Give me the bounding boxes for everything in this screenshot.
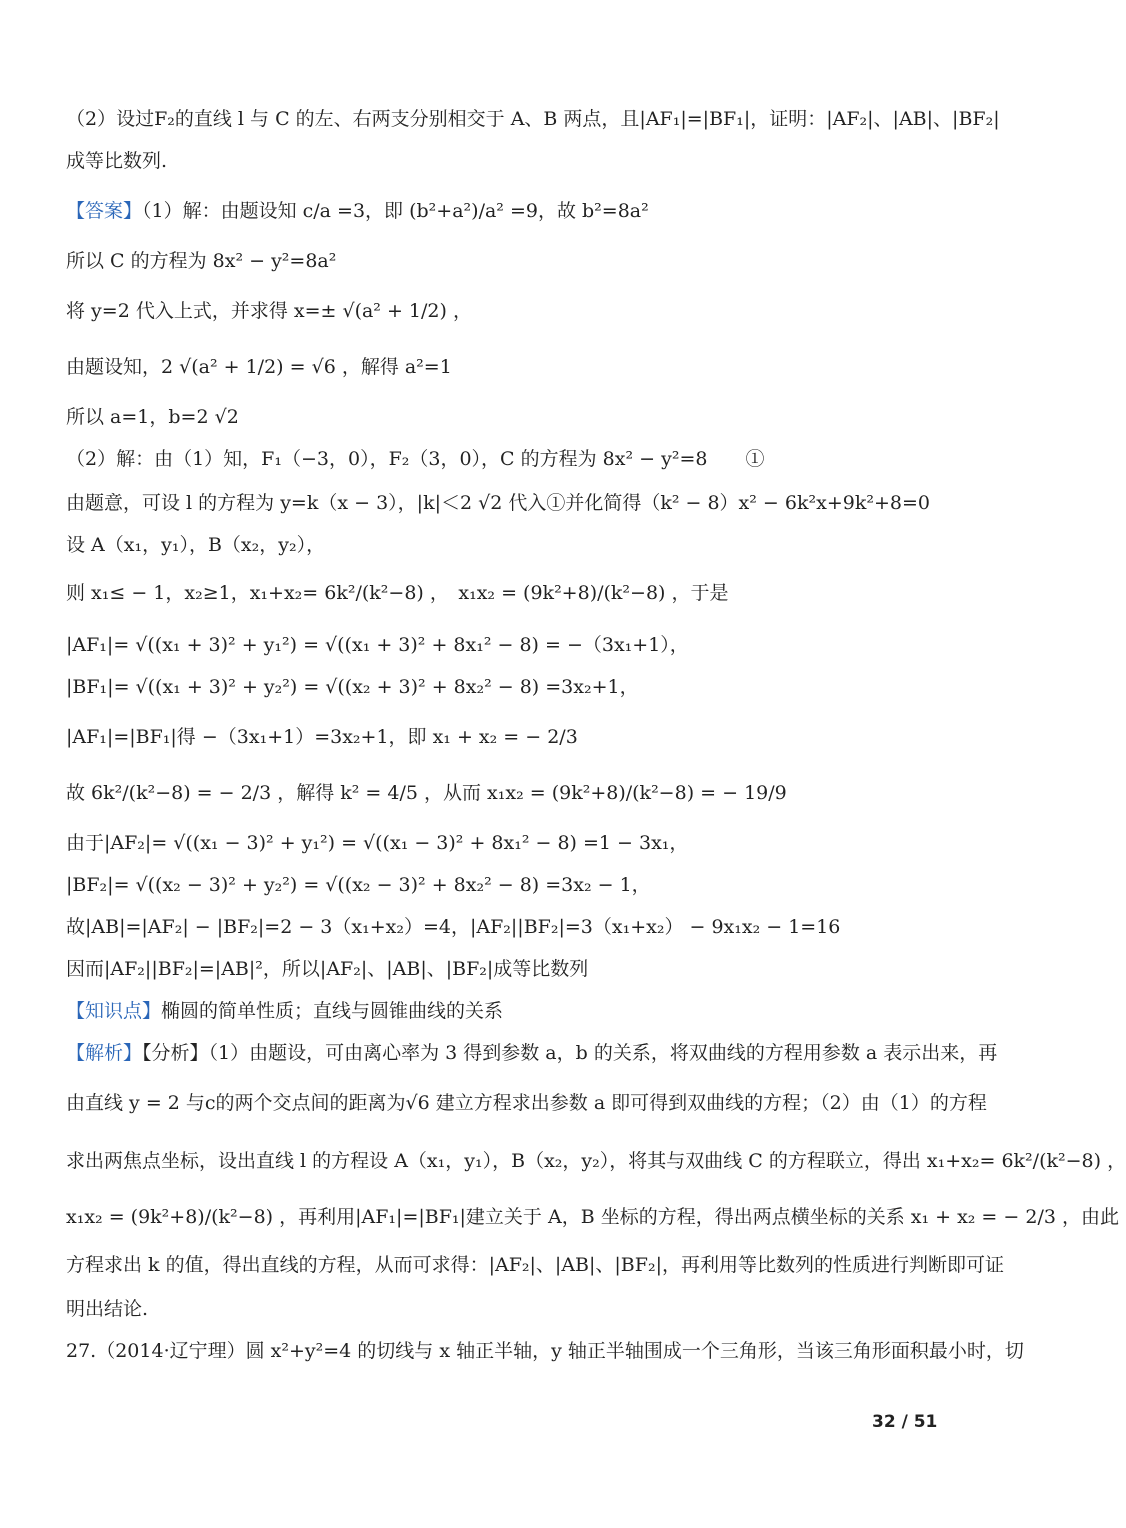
line-text: 所以 C 的方程为 8x² − y²=8a² [66, 250, 337, 272]
line-text: 由直线 y = 2 与c的两个交点间的距离为√6 建立方程求出参数 a 即可得到双曲线的方程；（2）由（1）的方程 [66, 1092, 987, 1114]
line-text: 成等比数列. [66, 150, 168, 172]
line-text: 设 A（x₁，y₁），B（x₂，y₂）， [66, 534, 326, 556]
text-line [66, 830, 1016, 856]
line-text: 由题意，可设 l 的方程为 y=k（x − 3），|k|＜2 √2 代入①并化简得（k² − 8）x² − 6k²x+9k²+8=0 [66, 492, 930, 514]
line-text: 则 x₁≤ − 1，x₂≥1，x₁+x₂= 6k²/(k²−8) ， x₁x₂ = (9k²+8)/(k²−8) ，于是 [66, 582, 729, 604]
line-text: 27.（2014·辽宁理）圆 x²+y²=4 的切线与 x 轴正半轴，y 轴正半轴围成一个三角形，当该三角形面积最小时，切 [66, 1340, 1024, 1362]
line-text: 将 y=2 代入上式，并求得 x=± √(a² + 1/2) ， [66, 300, 472, 322]
text-line [66, 724, 1016, 750]
line-text: 椭圆的简单性质；直线与圆锥曲线的关系 [161, 1000, 504, 1022]
line-text: （2）设过F₂的直线 l 与 C 的左、右两支分别相交于 A、B 两点，且|AF₁|=|BF₁|，证明：|AF₂|、|AB|、|BF₂| [66, 108, 1000, 130]
line-text: 故 6k²/(k²−8) = − 2/3 ，解得 k² = 4/5 ，从而 x₁x₂ = (9k²+8)/(k²−8) = − 19/9 [66, 782, 787, 804]
line-text: （2）解：由（1）知，F₁（−3，0），F₂（3，0），C 的方程为 8x² − y²=8 ① [66, 448, 765, 470]
line-text: 【分析】（1）由题设，可由离心率为 3 得到参数 a，b 的关系，将双曲线的方程用参数 a 表示出来，再 [142, 1042, 998, 1064]
line-text: x₁x₂ = (9k²+8)/(k²−8) ，再利用|AF₁|=|BF₁|建立关于 A，B 坐标的方程，得出两点横坐标的关系 x₁ + x₂ = − 2/3 ，由此 [66, 1206, 1119, 1228]
section-tag: 【答案】 [66, 200, 143, 222]
line-text: |BF₂|= √((x₂ − 3)² + y₂²) = √((x₂ − 3)² + 8x₂² − 8) =3x₂ − 1， [66, 874, 651, 896]
text-line [66, 298, 1016, 324]
text-line [66, 1296, 1016, 1322]
text-line [66, 674, 1016, 700]
line-text: |BF₁|= √((x₁ + 3)² + y₂²) = √((x₂ + 3)² + 8x₂² − 8) =3x₂+1， [66, 676, 639, 698]
text-line [66, 354, 1016, 380]
text-line [66, 780, 1016, 806]
text-line [66, 404, 1016, 430]
line-text: 所以 a=1，b=2 √2 [66, 406, 239, 428]
line-text: 由于|AF₂|= √((x₁ − 3)² + y₁²) = √((x₁ − 3)² + 8x₁² − 8) =1 − 3x₁， [66, 832, 689, 854]
text-line [66, 1040, 1016, 1066]
text-line [66, 1090, 1016, 1116]
line-text: |AF₁|=|BF₁|得 −（3x₁+1）=3x₂+1，即 x₁ + x₂ = − 2/3 [66, 726, 578, 748]
text-line [66, 248, 1016, 274]
text-line [66, 532, 1016, 558]
line-text: 由题设知，2 √(a² + 1/2) = √6 ，解得 a²=1 [66, 356, 452, 378]
text-line [66, 490, 1016, 516]
text-line [66, 632, 1016, 658]
text-line [66, 446, 1016, 472]
text-line [66, 580, 1016, 606]
text-line [66, 1204, 1119, 1230]
text-line [66, 956, 1016, 982]
line-text: 故|AB|=|AF₂| − |BF₂|=2 − 3（x₁+x₂）=4，|AF₂||BF₂|=3（x₁+x₂） − 9x₁x₂ − 1=16 [66, 916, 841, 938]
line-text: （1）解：由题设知 c/a =3，即 (b²+a²)/a² =9，故 b²=8a² [142, 200, 649, 222]
section-tag: 【解析】 [66, 1042, 143, 1064]
line-text: 因而|AF₂||BF₂|=|AB|²，所以|AF₂|、|AB|、|BF₂|成等比数列 [66, 958, 589, 980]
line-text: |AF₁|= √((x₁ + 3)² + y₁²) = √((x₁ + 3)² + 8x₁² − 8) = −（3x₁+1）， [66, 634, 689, 656]
text-line [66, 914, 1016, 940]
text-line [66, 1338, 1024, 1364]
page-number: 32 / 51 [872, 1412, 938, 1432]
text-line [66, 106, 1016, 132]
section-tag: 【知识点】 [66, 1000, 162, 1022]
text-line [66, 998, 1016, 1024]
line-text: 求出两焦点坐标，设出直线 l 的方程设 A（x₁，y₁），B（x₂，y₂），将其与双曲线 C 的方程联立，得出 x₁+x₂= 6k²/(k²−8) ， [66, 1150, 1126, 1172]
text-line [66, 872, 1016, 898]
text-line [66, 1148, 1126, 1174]
text-line [66, 148, 1016, 174]
text-line [66, 1252, 1016, 1278]
line-text: 明出结论. [66, 1298, 149, 1320]
line-text: 方程求出 k 的值，得出直线的方程，从而可求得：|AF₂|、|AB|、|BF₂|，再利用等比数列的性质进行判断即可证 [66, 1254, 1004, 1276]
text-line [66, 198, 1016, 224]
